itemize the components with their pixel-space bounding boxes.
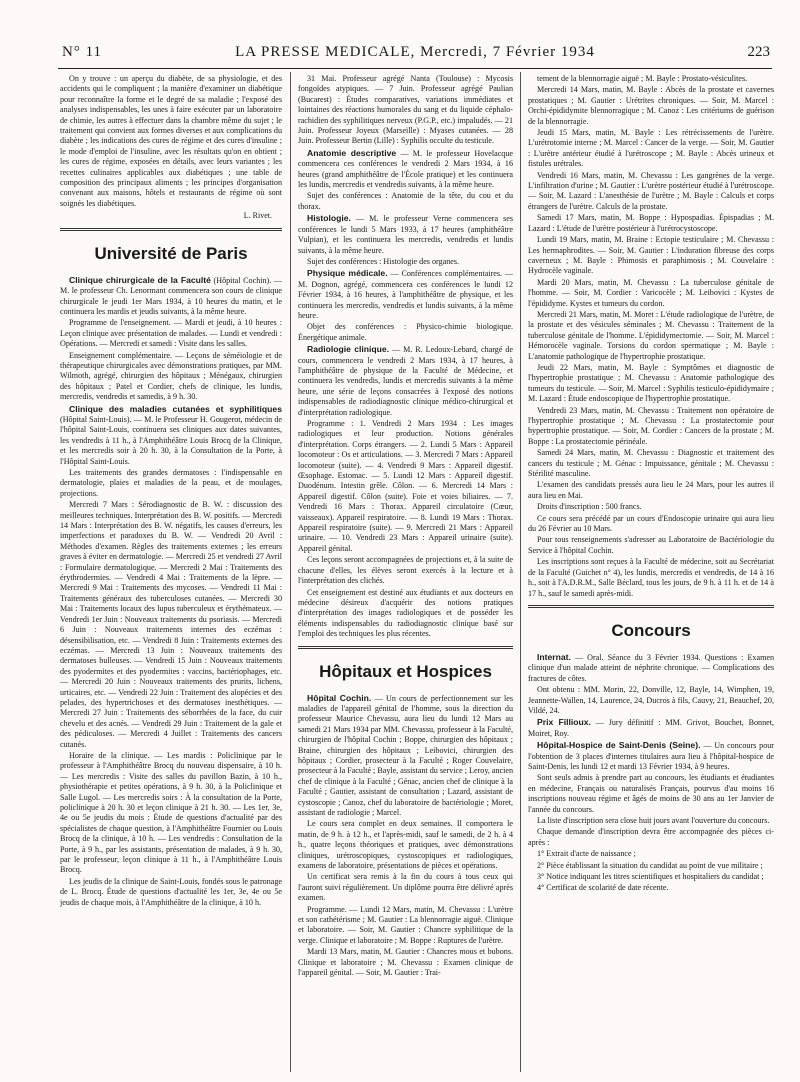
subheading: Radiologie clinique. bbox=[307, 344, 390, 355]
paragraph: L'examen des candidats pressés aura lieu le 24 Mars, pour les autres il aura lieu en Mai. bbox=[528, 480, 774, 500]
paragraph: Internat. — Oral. Séance du 3 Février 1934. Questions : Examen clinique d'un malade atteint de néphrite chronique. — Complications des fractures de côtes. bbox=[528, 651, 774, 683]
paragraph: 31 Mai. Professeur agrégé Nanta (Toulouse) : Mycosis fongoïdes atypiques. — 7 Juin. Professeur agrégé Paulian (Bucarest) : Études comparatives, variations immédiates et lointaines des réactions humorales du sang et du liquide céphalo-rachidien des syphilitiques nerveux (P.G.P., etc.) impaludés. — 21 Juin. Professeur Joyeux (Marseille) : Myases cutanées. — 28 Juin. Professeur Bertin (Lille) : Syphilis occulte du testicule. bbox=[298, 74, 513, 146]
list-item: 2° Pièce établissant la situation du candidat au point de vue militaire ; bbox=[537, 860, 763, 870]
paragraph: Ont obtenu : MM. Morin, 22, Donville, 12, Bayle, 14, Wimphen, 19, Jeannette-Wallen, 14, Laurence, 24, Ducros à fils, Cauvy, 21, Beauchef, 20, Vildé, 24. bbox=[528, 685, 774, 715]
paragraph: tement de la blennorragie aiguë ; M. Bayle : Prostato-vésiculites. bbox=[537, 74, 748, 83]
paragraph: Programme : 1. Vendredi 2 Mars 1934 : Les images radiologiques et leur production. Notions générales d'interprétation. Corps étrangers. — 2. Lundi 5 Mars : Appareil locomoteur : Os et articulations. — 3. Mercredi 7 Mars : Appareil locomoteur (suite). — 4. Vendredi 9 Mars : Appareil digestif. Œsophage. Estomac. — 5. Lundi 12 Mars : Appareil digestif. Duodénum. Intestin grêle. Côlon. — 6. Mercredi 14 Mars : Appareil digestif. Côlon (suite). Foie et voies biliaires. — 7. Vendredi 16 Mars : Thorax. Appareil circulatoire (Cœur, vaisseaux). Appareil respiratoire. — 8. Lundi 19 Mars : Thorax. Appareil respiratoire (suite). — 9. Mercredi 21 Mars : Appareil urinaire. — 10. Vendredi 23 Mars : Appareil urinaire (suite). Appareil génital. bbox=[298, 419, 513, 553]
review-signature: L. Rivet. bbox=[243, 211, 272, 221]
subheading: Hôpital-Hospice de Saint-Denis (Seine). bbox=[537, 740, 701, 751]
paragraph: Sont seuls admis à prendre part au concours, les étudiants et étudiantes en médecine, Français ou naturalisés Français, pourvus d'au moins 16 inscriptions nouveau régime et âgés de moins de 30 ans au 1er Janvier de l'année du concours. bbox=[528, 773, 774, 814]
paragraph: Un certificat sera remis à la fin du cours à tous ceux qui l'auront suivi régulièrement. Un diplôme pourra être délivré après examen. bbox=[298, 872, 513, 903]
program-item: Jeudi 22 Mars, matin, M. Bayle : Symptômes et diagnostic de l'hypertrophie prostatique ; M. Chevassu : Anatomie pathologique des tumeurs du testicule. — Soir, M. Marcel : Syphilis testiculo-épididymaire ; M. Lazard : Étude endoscopique de l'hypertrophie prostatique. bbox=[528, 362, 774, 404]
page-number: 223 bbox=[747, 44, 770, 60]
program-item: Mercredi 21 Mars, matin, M. Moret : L'étude radiologique de l'urètre, de la prostate et des vésicules séminales ; M. Chevassu : Traitement de la tuberculose génitale de l'homme. L'épididymectomie. — Soir, M. Marcel : Hémorocèle vaginale. Torsions du cordon spermatique ; M. Bayle : L'anatomie pathologique de l'hypertrophie prostatique. bbox=[528, 309, 774, 361]
section-rule bbox=[60, 228, 282, 231]
column-1 bbox=[60, 74, 282, 1069]
program-item: Lundi 19 Mars, matin, M. Braine : Ectopie testiculaire ; M. Chevassu : Les hermaphrodites. — Soir, M. Gautier : L'induration fibreuse des corps caverneux ; M. Bayle : Phimosis et paraphimosis ; M. Couvelaire : Hydrocèle vaginale. bbox=[528, 235, 774, 276]
paragraph: Programme. — Lundi 12 Mars, matin, M. Chevassu : L'urètre et son cathétérisme ; M. Gautier : La blennorragie aiguë. Clinique et laboratoire. — Soir, M. Gautier : Chancre syphilitique de la verge. Clinique et laboratoire ; M. Boppe : Ruptures de l'urètre. bbox=[298, 904, 513, 945]
subheading: Hôpital Cochin. bbox=[307, 692, 372, 703]
paragraph: Sujet des conférences : Anatomie de la tête, du cou et du thorax. bbox=[298, 191, 513, 211]
section-rule bbox=[298, 646, 513, 649]
page-header bbox=[58, 40, 772, 69]
review-text: On y trouve : un aperçu du diabète, de sa physiologie, et des accidents qui le compliquent ; la manière d'examiner un diabétique pour reconnaître la forme et le degré de sa maladie ; l'exposé des analyses indispensables, les unes à faire exécuter par un laboratoire de chimie, les autres à effectuer dans la chambre même du sujet ; le traitement qui convient aux formes diverses et aux complications du diabète ; les indications des cures de régime et des cures d'insuline ; le mode d'emploi de l'insuline, avec les résultats qu'on en obtient ; les cures de régime, exposées en détails, avec leurs variantes ; les recettes culinaires applicables aux diabétiques ; une table de composition des principaux aliments ; les principes d'organisation convenant aux maisons, hôtels et restaurants de régime où sont soignés les diabétiques. bbox=[60, 74, 282, 208]
subheading: Prix Fillioux. bbox=[537, 717, 591, 728]
column-divider bbox=[290, 72, 291, 1072]
program-item: Mardi 20 Mars, matin, M. Chevassu : La tuberculose génitale de l'homme. — Soir, M. Cordier : Varicocèle ; M. Leibovici : Kystes de l'épididyme. Kystes et tumeurs du cordon. bbox=[528, 277, 774, 308]
journal-title: LA PRESSE MEDICALE, Mercredi, 7 Février 1934 bbox=[235, 44, 595, 60]
paragraph: Hôpital Cochin. — Un cours de perfectionnement sur les maladies de l'appareil génital de l'homme, sous la direction du professeur Maurice Chevassu, aura lieu du lundi 12 Mars au samedi 21 Mars 1934 par MM. Chevassu, professeur à la Faculté, chirurgien de l'hôpital Cochin ; Boppe, chirurgien des hôpitaux ; Braine, chirurgien des hôpitaux ; Leibovici, chirurgien des hôpitaux ; Cordier, prosecteur à la Faculté ; Roger Couvelaire, prosecteur à la Faculté ; Bayle, assistant du service ; Leroy, ancien chef de clinique à la Faculté ; Génac, ancien chef de clinique à la Faculté ; Gautier, assistant de consultation ; Lazard, assistant de cystoscopie ; Canoz, chef du laboratoire de bactériologie ; Moret, assistant de radiologie ; Marcel. bbox=[298, 692, 513, 817]
paragraph: Sujet des conférences : Histologie des organes. bbox=[307, 256, 460, 266]
section-title: Université de Paris bbox=[94, 243, 248, 263]
paragraph: Les jeudis de la clinique de Saint-Louis, fondés sous le patronage de L. Brocq. Étude de questions d'actualité les 1er, 3e, 4e ou 5e jeudis de chaque mois, à l'Amphithéâtre de la clinique, à 10 h. bbox=[60, 876, 282, 907]
paragraph: Droits d'inscription : 500 francs. bbox=[537, 502, 642, 512]
list-item: 1° Extrait d'acte de naissance ; bbox=[537, 849, 636, 859]
subheading: Clinique chirurgicale de la Faculté bbox=[69, 274, 211, 285]
paragraph: La liste d'inscription sera close huit jours avant l'ouverture du concours. bbox=[537, 816, 770, 825]
paragraph: Pour tous renseignements s'adresser au Laboratoire de Bactériologie du Service à l'hôpital Cochin. bbox=[528, 535, 774, 555]
paragraph: Programme de l'enseignement. — Mardi et jeudi, à 10 heures : Leçon clinique avec présentation de malades. — Lundi et vendredi : Opérations. — Mercredi et samedi : Visite dans les salles. bbox=[60, 318, 282, 349]
paragraph: Les inscriptions sont reçues à la Faculté de médecine, soit au Secrétariat de la Faculté (Guichet n° 4), les lundis, mercredis et vendredis, de 14 à 16 h., soit à l'A.D.R.M., Salle Béclard, tous les jours, de 9 h. à 11 h. et de 14 à 17 h., sauf le samedi après-midi. bbox=[528, 557, 774, 598]
subheading: Histologie. bbox=[307, 213, 351, 224]
program-item: Mercredi 14 Mars, matin, M. Bayle : Abcès de la prostate et cavernes prostatiques ; M. Gautier : Urétrites chroniques. — Soir, M. Marcel : Orchi-épididymite blennorragique ; M. Canoz : Les critériums de guérison de la blennorragie. bbox=[528, 85, 774, 126]
paragraph: Enseignement complémentaire. — Leçons de séméiologie et de thérapeutique chirurgicales avec démonstrations pratiques, par MM. Wilmoth, agrégé, chirurgien des hôpitaux ; Ménégaux, chirurgien des hôpitaux ; Patel et Cordier, chefs de clinique, les lundis, mercredis, vendredis et samedis, à 9 h. 30. bbox=[60, 350, 282, 402]
subheading: Internat. bbox=[537, 651, 571, 662]
paragraph: Histologie. — M. le professeur Verne commencera ses conférences le lundi 5 Mars 1933, à 17 heures (amphithéâtre Vulpian), et les continuera les mercredis, vendredis et lundis suivants, à la même heure. bbox=[298, 213, 513, 255]
section-title: Hôpitaux et Hospices bbox=[319, 661, 492, 681]
program-item: Samedi 24 Mars, matin, M. Chevassu : Diagnostic et traitement des cancers du testicule ; M. Génac : Impuissance, génitale ; M. Chevassu : Stérilité masculine. bbox=[528, 448, 774, 479]
paragraph: Hôpital-Hospice de Saint-Denis (Seine). — Un concours pour l'obtention de 3 places d'internes titulaires aura lieu à l'hôpital-hospice de Saint-Denis, les lundi 12 et mardi 13 Février 1934, à 9 heures. bbox=[528, 740, 774, 771]
paragraph: Mercredi 7 Mars : Sérodiagnostic de B. W. : discussion des meilleures techniques. Interprétation des B. W. positifs. — Mercredi 14 Mars : Interprétation des B. W. négatifs, les causes d'erreurs, les imperfections et paradoxes du B. W. — Vendredi 20 Avril : Méthodes d'examen. Règles des traitements externes ; les erreurs graves à éviter en dermatologie. — Mercredi 25 et vendredi 27 Avril : Formulaire dermatologique. — Mercredi 2 Mai : Traitements des érythrodermies. — Vendredi 4 Mai : Traitements de la lèpre. — Mercredi 9 Mai : Traitements des mycoses. — Vendredi 11 Mai : Traitements généraux des tuberculoses cutanées. — Mercredi 30 Mai : Traitements locaux des lupus tuberculeux et érythémateux. — Vendredi 1er Juin : Nouveaux traitements du psoriasis. — Mercredi 6 Juin : Nouveaux traitements internes des eczémas : désensibilisation, etc. — Vendredi 8 Juin : Traitements externes des eczémas. — Mercredi 13 Juin : Nouveaux traitements des dermatoses bulleuses. — Vendredi 15 Juin : Nouveaux traitements des pyodermites et des pyodermites : vaccins, bactériophages, etc. — Mercredi 20 Juin : Nouveaux traitements des prurits, lichens, urticaires, etc. — Vendredi 22 Juin : Traitement des alopécies et des pelades, des hypertrichoses et des dermatoses inesthétiques. — Mercredi 27 Juin : Traitements des séborrhées de la face, du cuir chevelu et des acnés. — Vendredi 29 Juin : Traitement de la gale et des pédiculoses. — Mercredi 4 Juillet : Traitements des cancers cutanés. bbox=[60, 500, 282, 749]
paragraph: Mardi 13 Mars, matin, M. Gautier : Chancres mous et bubons. Clinique et laboratoire ; M. Chevassu : Examen clinique de l'appareil génital. — Soir, M. Gautier : Trai- bbox=[298, 947, 513, 978]
paragraph: Radiologie clinique. — M. R. Ledoux-Lebard, chargé de cours, commencera le vendredi 2 Mars 1934, à 17 heures, à l'amphithéâtre de physique de la Faculté de Médecine, et continuera les vendredis, lundis et mercredis suivants à la même heure, une série de leçons consacrées à l'exposé des notions indispensables de radiodiagnostic clinique médico-chirurgical et d'interprétation radiologique. bbox=[298, 344, 513, 417]
subheading: Clinique des maladies cutanées et syphilitiques bbox=[69, 403, 282, 414]
column-divider bbox=[520, 72, 521, 1072]
section-title: Concours bbox=[611, 620, 691, 640]
column-3 bbox=[528, 74, 774, 1069]
paragraph: Anatomie descriptive — M. le professeur Hovelacque commencera ces conférences le vendredi 2 Mars 1934, à 16 heures (grand amphithéâtre de l'École pratique) et les continuera les lundis, mercredis et vendredis suivants, à la même heure. bbox=[298, 147, 513, 190]
column-2 bbox=[298, 74, 513, 1069]
paragraph: Cet enseignement est destiné aux étudiants et aux docteurs en médecine désireux d'acquérir des notions pratiques d'interprétation des images radiologiques et de posséder les éléments indispensables du radiodiagnostic clinique basé sur l'emploi des techniques les plus récentes. bbox=[298, 587, 513, 639]
program-item: Samedi 17 Mars, matin, M. Boppe : Hypospadias. Épispadias ; M. Lazard : L'étude de l'urètre postérieur à l'urétrocystoscope. bbox=[528, 213, 774, 233]
paragraph: Horaire de la clinique. — Les mardis : Policlinique par le professeur à l'Amphithéâtre Brocq du nouveau dispensaire, à 10 h. — Les mercredis : Visite des salles du pavillon Bazin, à 10 h., physiothérapie et petites opérations, à 9 h. 30, à la Policlinique et Salle Lugol. — Les mercredis soirs : À la consultation de la Porte, policlinique à 20 h. 30 et leçon clinique à 21 h. 30. — Les 1er, 3e, 4e ou 5e jeudis du mois : Étude de questions d'actualité par des spécialistes de chaque question, à l'Amphithéâtre Fournier ou Louis Brocq de la clinique, à 10 h. — Les vendredis : Consultation de la Porte, à 9 h., par les assistants, présentation de malades, à 9 h. 30, par le professeur, leçon clinique à 11 h., à l'Amphithéâtre Louis Brocq. bbox=[60, 750, 282, 875]
list-item: 3° Notice indiquant les titres scientifiques et hospitaliers du candidat ; bbox=[537, 872, 764, 882]
section-rule bbox=[528, 605, 774, 608]
program-item: Vendredi 23 Mars, matin, M. Chevassu : Traitement non opératoire de l'hypertrophie prostatique ; M. Chevassu : La prostatectomie pour hypertrophie prostatique. — Soir, M. Cordier : Cancers de la prostate ; M. Boppe : La prostatectomie périnéale. bbox=[528, 405, 774, 446]
paragraph: Objet des conférences : Physico-chimie biologique. Énergétique animale. bbox=[298, 322, 513, 342]
subheading: Physique médicale. bbox=[307, 268, 388, 279]
paragraph: Chaque demande d'inscription devra être accompagnée des pièces ci-après : bbox=[528, 827, 774, 847]
paragraph: Physique médicale. — Conférences complémentaires. — M. Dognon, agrégé, commencera ces conférences le lundi 12 Février 1934, à 16 heures, à l'amphithéâtre de physique, et les continuera les mercredis, vendredis et lundis suivants, à la même heure. bbox=[298, 268, 513, 320]
program-item: Jeudi 15 Mars, matin, M. Bayle : Les rétrécissements de l'urètre. L'urétrotomie interne ; M. Marcel : Cancer de la verge. — Soir, M. Gautier : L'urètre antérieur étudié à l'urétroscope ; M. Bayle : Abcès urineux et fistules urétrales. bbox=[528, 128, 774, 169]
paragraph: Clinique chirurgicale de la Faculté (Hôpital Cochin). — M. le professeur Ch. Lenormant commencera son cours de clinique chirurgicale le jeudi 1er Mars 1934, à 10 heures du matin, et le continuera les mardis et jeudis suivants, à la même heure. bbox=[60, 274, 282, 316]
list-item: 4° Certificat de scolarité de date récente. bbox=[537, 883, 669, 893]
paragraph: Prix Fillioux. — Jury définitif : MM. Grivot, Bouchet, Bonnet, Moiret, Roy. bbox=[528, 717, 774, 738]
program-item: Vendredi 16 Mars, matin, M. Chevassu : Les gangrènes de la verge. L'infiltration d'urine ; M. Gautier : L'urètre postérieur étudié à l'urétroscope. — Soir, M. Lazard : L'anesthésie de l'urètre ; M. Bayle : Calculs et corps étrangers de l'urètre. Calculs de la prostate. bbox=[528, 170, 774, 211]
issue-number: N° 11 bbox=[62, 44, 103, 60]
paragraph: Ces leçons seront accompagnées de projections et, à la suite de chacune d'elles, les élèves seront exercés à la lecture et à l'interprétation des clichés. bbox=[298, 555, 513, 586]
subheading: Anatomie descriptive bbox=[307, 147, 397, 158]
paragraph: Les traitements des grandes dermatoses : l'indispensable en dermatologie, plaies et maladies de la peau, et de moulages, projections. bbox=[60, 468, 282, 498]
paragraph: Le cours sera complet en deux semaines. Il comportera le matin, de 9 h. à 12 h., et l'après-midi, sauf le samedi, de 2 h. à 4 h., quatre leçons théoriques et pratiques, avec démonstrations cliniques, urétroscopiques, cystoscopiques et radiologiques, examens de laboratoire, présentations de pièces et opérations. bbox=[298, 819, 513, 871]
paragraph: Ce cours sera précédé par un cours d'Endoscopie urinaire qui aura lieu du 26 Février au 10 Mars. bbox=[528, 513, 774, 534]
paragraph: Clinique des maladies cutanées et syphilitiques (Hôpital Saint-Louis). — M. le Professeur H. Gougerot, médecin de l'hôpital Saint-Louis, continuera ses cliniques aux dates suivantes, les vendredis à 11 h., à l'Amphithéâtre Louis Brocq de la Clinique, et les mercredis soir à 20 h. 30, à la Consultation de la Porte, à l'Hôpital Saint-Louis. bbox=[60, 403, 282, 466]
